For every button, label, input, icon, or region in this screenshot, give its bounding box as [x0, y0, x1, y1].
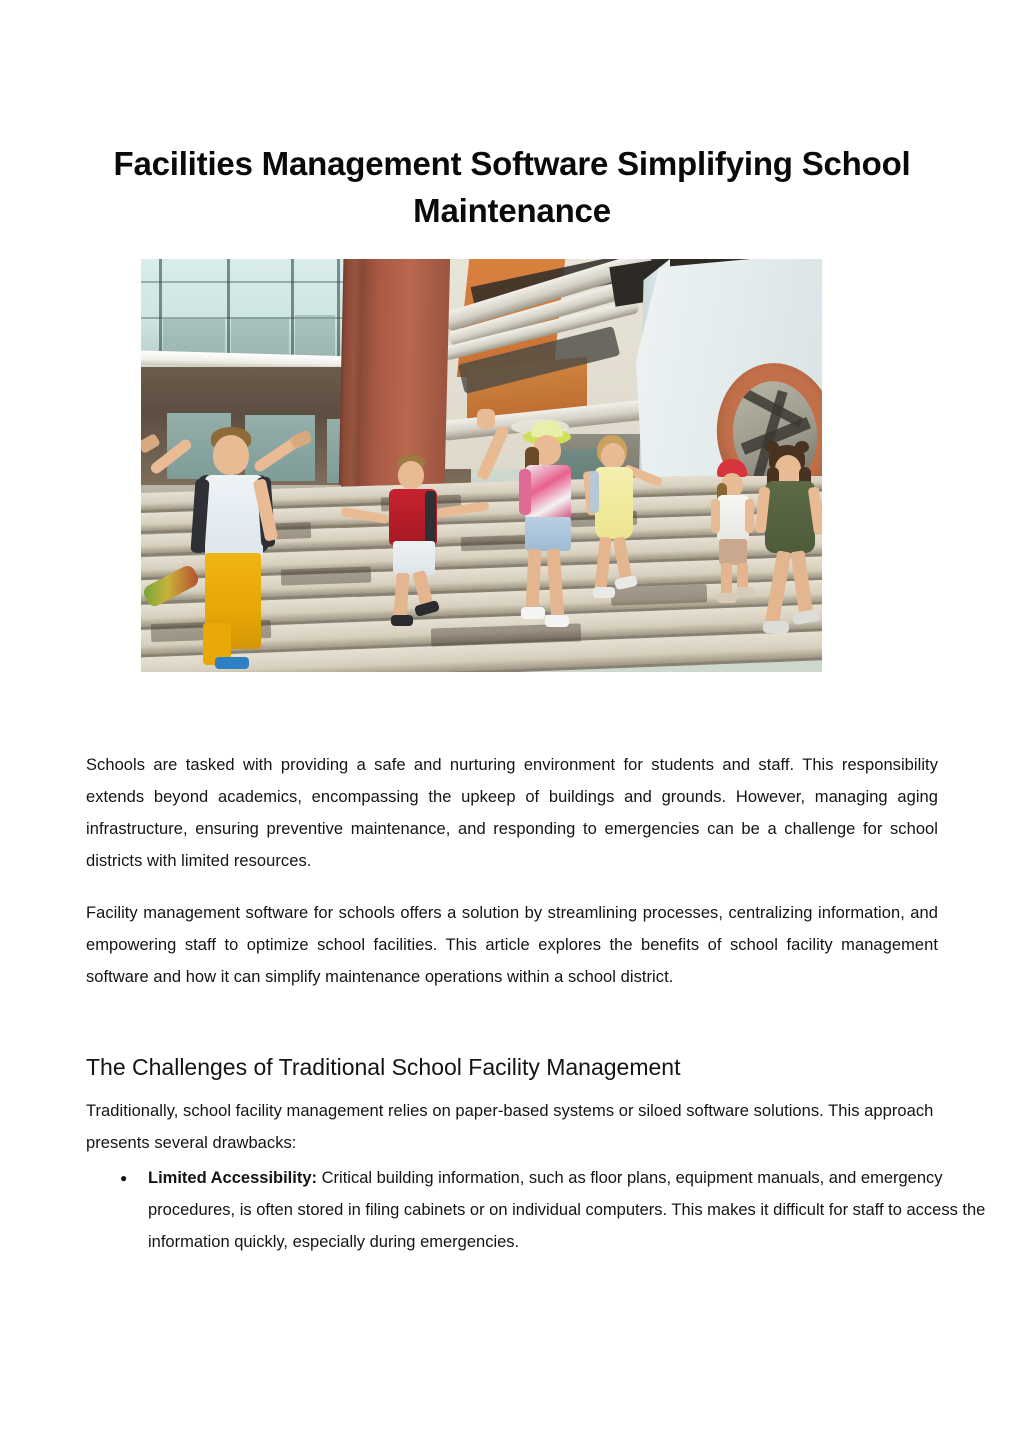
list-item-term: Limited Accessibility:	[148, 1169, 318, 1187]
hero-image	[141, 259, 822, 672]
challenges-intro-paragraph: Traditionally, school facility management relies on paper-based systems or siloed software solutions. This approach presents several drawbacks:	[86, 1101, 934, 1152]
glass-facade	[141, 259, 351, 361]
intro-paragraph-1: Schools are tasked with providing a safe and nurturing environment for students and staff. This responsibility extends beyond academics, encompassing the upkeep of buildings and grounds. However, managing aging infrastructure, ensuring preventive maintenance, and responding to emergencies can be a challenge for school districts with limited resources.	[86, 755, 938, 870]
challenges-list	[86, 1162, 1000, 1258]
page-title: Facilities Management Software Simplifying School Maintenance	[113, 145, 911, 230]
child-boy-yellow-pants	[171, 427, 311, 667]
child-boy-red-shirt	[369, 455, 489, 625]
list-item-text: Critical building information, such as floor plans, equipment manuals, and emergency procedures, is often stored in filing cabinets or on individual computers. This makes it difficult for staff to access the information quickly, especially during emergencies.	[148, 1169, 986, 1251]
list-item	[148, 1162, 1000, 1258]
section-heading-challenges: The Challenges of Traditional School Facility Management	[86, 1054, 681, 1081]
child-girl-olive-dress	[755, 447, 822, 662]
school-children-on-steps-photo	[141, 259, 822, 672]
intro-paragraph-2: Facility management software for schools offers a solution by streamlining processes, centralizing information, and empowering staff to optimize school facilities. This article explores the benefits of school facility management software and how it can simplify maintenance operations within a school district.	[86, 903, 938, 986]
child-girl-yellow-dress	[581, 435, 681, 615]
